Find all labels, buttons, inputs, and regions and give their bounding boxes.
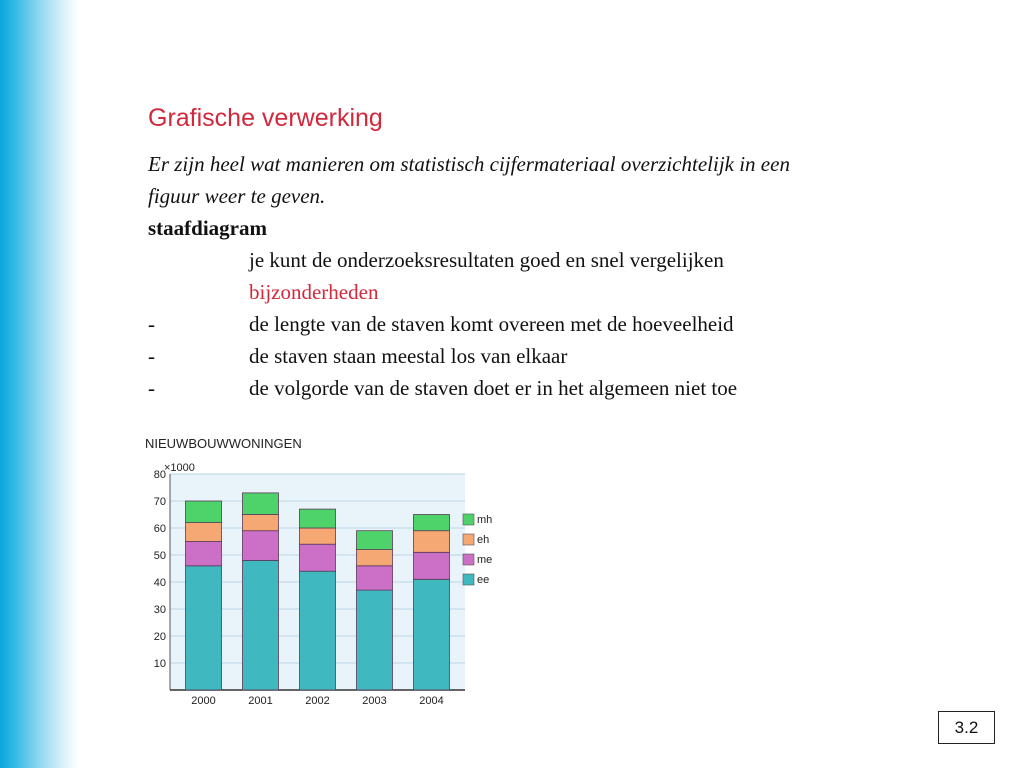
bar-segment-me [186, 542, 222, 566]
legend-label-eh: eh [477, 534, 490, 546]
legend-label-me: me [477, 554, 493, 566]
bar-segment-eh [414, 531, 450, 553]
legend-swatch-eh [463, 534, 474, 545]
y-tick-label: 70 [153, 496, 166, 508]
bar-segment-ee [357, 590, 393, 690]
bullet-text: de staven staan meestal los van elkaar [249, 344, 568, 368]
bar-segment-me [357, 566, 393, 590]
intro-line-2: figuur weer te geven. [148, 184, 326, 208]
legend-swatch-mh [463, 514, 474, 525]
stacked-bar-chart [140, 430, 510, 710]
y-tick-label: 40 [153, 577, 166, 589]
bullet-marker: - [148, 344, 155, 368]
slide-number: 3.2 [938, 711, 995, 744]
legend-swatch-ee [463, 574, 474, 585]
bullet-marker: - [148, 312, 155, 336]
legend-label-ee: ee [477, 574, 490, 586]
bar-segment-eh [243, 515, 279, 531]
bar-segment-mh [414, 515, 450, 531]
y-tick-label: 20 [153, 631, 166, 643]
bar-segment-eh [300, 528, 336, 544]
y-tick-label: 80 [153, 469, 166, 481]
y-tick-label: 30 [153, 604, 166, 616]
bullet-text: de volgorde van de staven doet er in het algemeen niet toe [249, 376, 738, 400]
y-tick-label: 10 [153, 658, 166, 670]
bar-segment-mh [300, 509, 336, 528]
x-tick-label: 2000 [191, 695, 216, 707]
chart-unit-label: ×1000 [164, 462, 195, 474]
bullet-text: de lengte van de staven komt overeen met de hoeveelheid [249, 312, 734, 336]
bar-segment-me [414, 552, 450, 579]
bar-segment-me [243, 531, 279, 561]
legend-swatch-me [463, 554, 474, 565]
x-tick-label: 2004 [419, 695, 444, 707]
bar-segment-ee [186, 566, 222, 690]
bar-segment-ee [300, 571, 336, 690]
chart-title: NIEUWBOUWWONINGEN [145, 436, 302, 451]
bar-segment-mh [243, 493, 279, 515]
legend-label-mh: mh [477, 514, 493, 526]
x-tick-label: 2002 [305, 695, 330, 707]
bar-segment-me [300, 544, 336, 571]
subheading: bijzonderheden [249, 280, 379, 304]
bar-segment-ee [243, 560, 279, 690]
bar-segment-eh [186, 523, 222, 542]
bar-segment-eh [357, 550, 393, 566]
bullet-marker: - [148, 376, 155, 400]
description: je kunt de onderzoeksresultaten goed en snel vergelijken [249, 248, 724, 272]
y-tick-label: 60 [153, 523, 166, 535]
bar-segment-mh [186, 501, 222, 523]
x-tick-label: 2003 [362, 695, 387, 707]
x-tick-label: 2001 [248, 695, 273, 707]
chart-svg [140, 430, 510, 710]
slide-title: Grafische verwerking [148, 104, 383, 132]
intro-line-1: Er zijn heel wat manieren om statistisch cijfermateriaal overzichtelijk in een [148, 152, 790, 176]
y-tick-label: 50 [153, 550, 166, 562]
bar-segment-ee [414, 579, 450, 690]
bar-segment-mh [357, 531, 393, 550]
section-heading: staafdiagram [148, 216, 267, 240]
left-gradient-bar [0, 0, 78, 768]
